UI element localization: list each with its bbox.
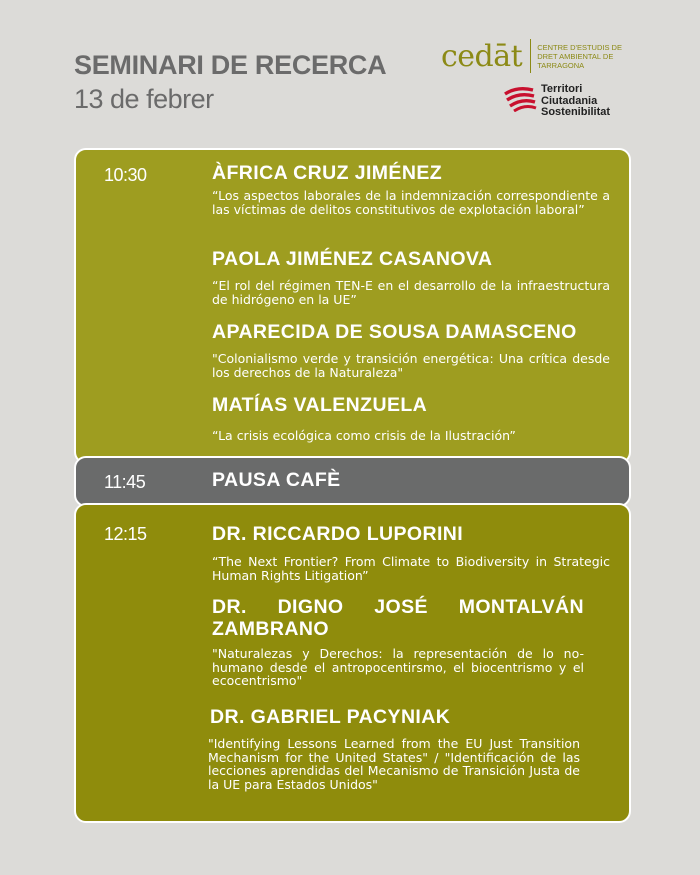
speaker-name: DR. GABRIEL PACYNIAK bbox=[210, 706, 451, 728]
speaker-name: DR. DIGNO JOSÉ MONTALVÁN ZAMBRANO bbox=[212, 596, 584, 640]
session-2-time: 12:15 bbox=[104, 524, 147, 544]
talk-title: “El rol del régimen TEN-E en el desarrollo de la infraestructura de hidrógeno en la UE” bbox=[212, 278, 610, 307]
cedat-logo-subtitle: CENTRE D'ESTUDIS DE DRET AMBIENTAL DE TARRAGONA bbox=[537, 42, 622, 70]
urv-arcs-icon bbox=[503, 84, 539, 112]
cedat-logo-word: cedāt bbox=[441, 38, 523, 74]
pause-time: 11:45 bbox=[104, 472, 146, 492]
cedat-logo-divider bbox=[530, 39, 531, 73]
talk-title: "Identifying Lessons Learned from the EU Just Transition Mechanism for the United States" / "Identificación de las lecciones aprendidas del Mecanismo de Transición Justa de la UE para Estados Unidos" bbox=[208, 736, 580, 792]
pause-label: PAUSA CAFÈ bbox=[212, 469, 341, 491]
speaker-name: DR. RICCARDO LUPORINI bbox=[212, 523, 464, 545]
event-date: 13 de febrer bbox=[74, 84, 214, 114]
talk-title: "Naturalezas y Derechos: la representación de lo no-humano desde el antropocentirsmo, el biocentrismo y el ecocentrismo" bbox=[212, 646, 584, 688]
talk-title: “Los aspectos laborales de la indemnización correspondiente a las víctimas de delitos constitutivos de explotación laboral” bbox=[212, 188, 610, 217]
talk-title: "Colonialismo verde y transición energética: Una crítica desde los derechos de la Naturaleza" bbox=[212, 351, 610, 380]
speaker-name: APARECIDA DE SOUSA DAMASCENO bbox=[212, 321, 577, 343]
cedat-logo bbox=[441, 38, 627, 74]
speaker-name: MATÍAS VALENZUELA bbox=[212, 394, 428, 416]
speaker-name: PAOLA JIMÉNEZ CASANOVA bbox=[212, 248, 493, 270]
urv-logo-line1: Territori bbox=[541, 83, 583, 95]
page-title: SEMINARI DE RECERCA bbox=[74, 50, 387, 80]
session-1-time: 10:30 bbox=[104, 165, 147, 185]
urv-logo-line2: Ciutadania bbox=[541, 94, 598, 107]
talk-title: “The Next Frontier? From Climate to Biodiversity in Strategic Human Rights Litigation” bbox=[212, 554, 610, 583]
speaker-name: ÀFRICA CRUZ JIMÉNEZ bbox=[212, 162, 443, 184]
urv-logo-line3: Sostenibilitat bbox=[541, 106, 611, 118]
urv-logo bbox=[503, 84, 610, 119]
talk-title: “La crisis ecológica como crisis de la Ilustración” bbox=[212, 428, 516, 443]
